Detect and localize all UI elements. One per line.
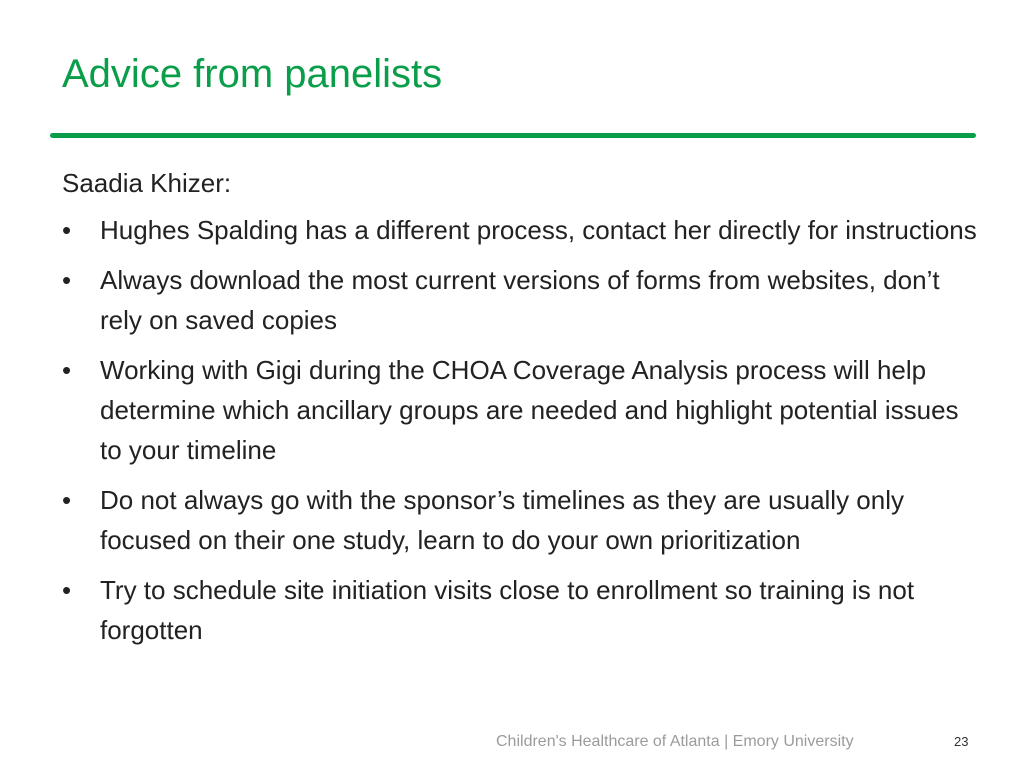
bullet-item <box>62 570 982 650</box>
bullet-icon: • <box>62 575 72 605</box>
bullet-item <box>62 480 982 560</box>
bullet-item <box>62 260 982 340</box>
bullet-text: Always download the most current versions of forms from websites, don’t rely on saved copies <box>100 265 940 335</box>
bullet-item <box>62 350 982 470</box>
bullet-icon: • <box>62 485 72 515</box>
bullet-icon: • <box>62 355 72 385</box>
bullet-text: Working with Gigi during the CHOA Coverage Analysis process will help determine which ancillary groups are needed and highlight potential issues to your timeline <box>100 355 959 465</box>
bullet-text: Hughes Spalding has a different process, contact her directly for instructions <box>100 215 977 245</box>
slide-title: Advice from panelists <box>62 52 443 96</box>
bullet-text: Try to schedule site initiation visits close to enrollment so training is not forgotten <box>100 575 915 645</box>
bullet-text: Do not always go with the sponsor’s timelines as they are usually only focused on their one study, learn to do your own prioritization <box>100 485 905 555</box>
bullet-icon: • <box>62 215 72 245</box>
speaker-name: Saadia Khizer: <box>62 168 232 198</box>
bullet-item <box>62 210 982 250</box>
bullet-list <box>62 210 982 650</box>
footer-organization: Children's Healthcare of Atlanta | Emory University <box>496 733 854 750</box>
title-divider <box>50 133 976 138</box>
bullet-icon: • <box>62 265 72 295</box>
slide-body <box>62 163 982 660</box>
page-number: 23 <box>954 734 969 749</box>
